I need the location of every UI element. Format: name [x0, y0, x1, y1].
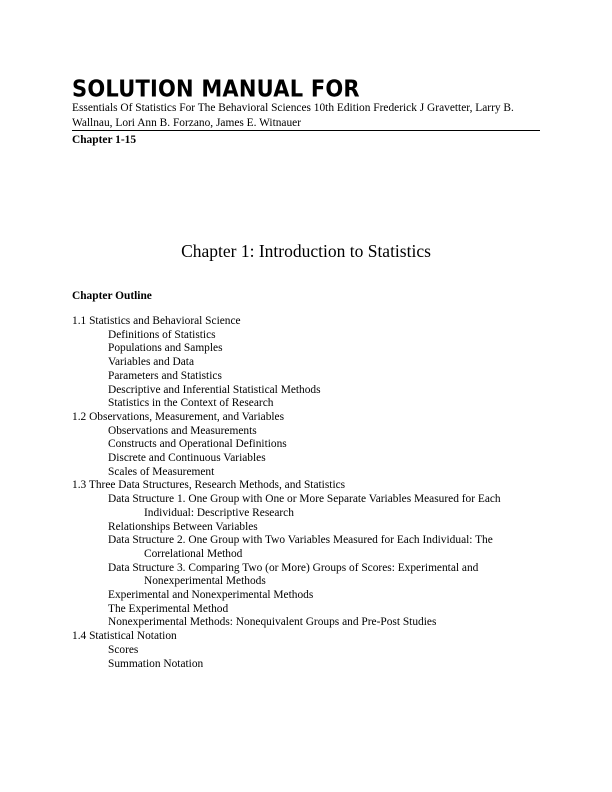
outline-item: Definitions of Statistics	[108, 328, 216, 341]
outline-item: Summation Notation	[108, 657, 204, 670]
outline-item: Scores	[108, 643, 139, 656]
outline-item: Nonexperimental Methods	[144, 575, 266, 588]
outline-item: 1.4 Statistical Notation	[72, 630, 177, 643]
outline-item: Relationships Between Variables	[108, 520, 258, 533]
outline-item: Nonexperimental Methods: Nonequivalent Groups and Pre-Post Studies	[108, 616, 437, 629]
outline-item: 1.1 Statistics and Behavioral Science	[72, 315, 241, 327]
outline-item: 1.2 Observations, Measurement, and Variables	[72, 410, 285, 423]
manual-title: SOLUTION MANUAL FOR	[72, 76, 360, 102]
outline-item: Descriptive and Inferential Statistical Methods	[108, 383, 321, 396]
outline-item: Data Structure 1. One Group with One or More Separate Variables Measured for Each	[108, 493, 501, 506]
outline-heading: Chapter Outline	[72, 290, 152, 302]
outline-item: The Experimental Method	[108, 602, 229, 615]
outline-item: Discrete and Continuous Variables	[108, 452, 266, 465]
outline-item: Parameters and Statistics	[108, 369, 222, 382]
outline-item: Statistics in the Context of Research	[108, 397, 274, 410]
outline-item: Variables and Data	[108, 356, 195, 369]
outline-item: Correlational Method	[144, 547, 243, 560]
book-subtitle: Essentials Of Statistics For The Behavioral Sciences 10th Edition Frederick J Gravetter, Larry B. Wallnau, Lori Ann B. Forzano, James E. Witnauer	[72, 102, 514, 129]
outline-item: Data Structure 3. Comparing Two (or More) Groups of Scores: Experimental and	[108, 561, 479, 574]
outline-item: Populations and Samples	[108, 342, 223, 355]
outline-item: 1.3 Three Data Structures, Research Methods, and Statistics	[72, 479, 346, 492]
outline-item: Constructs and Operational Definitions	[108, 438, 287, 451]
header-divider	[72, 130, 540, 131]
chapter-outline	[72, 315, 542, 671]
outline-item: Experimental and Nonexperimental Methods	[108, 589, 314, 602]
outline-item: Individual: Descriptive Research	[144, 506, 294, 519]
outline-item: Scales of Measurement	[108, 465, 215, 478]
outline-item: Data Structure 2. One Group with Two Variables Measured for Each Individual: The	[108, 534, 493, 547]
chapter-range: Chapter 1-15	[72, 134, 137, 146]
chapter-heading: Chapter 1: Introduction to Statistics	[181, 241, 431, 261]
outline-item: Observations and Measurements	[108, 424, 257, 437]
